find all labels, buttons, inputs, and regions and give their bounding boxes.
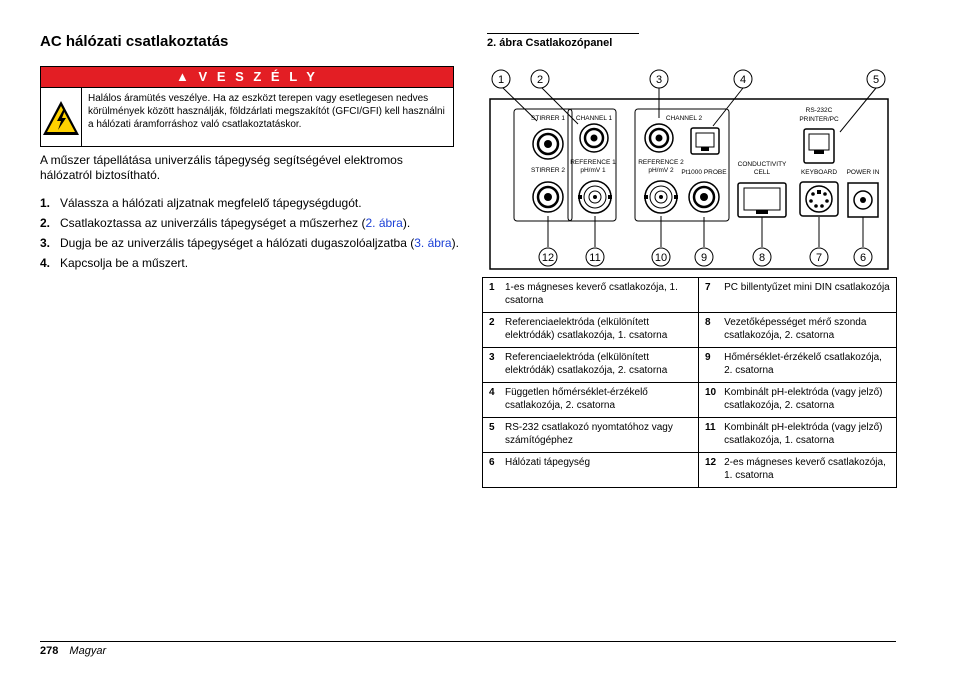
callout-label: 10 [654, 252, 668, 264]
danger-notice [40, 66, 454, 147]
label-stirrer-1: STIRRER 1 [531, 115, 565, 122]
channel-2-rj-connector [691, 128, 719, 154]
list-item: 4. Kapcsolja be a műszert. [40, 256, 189, 270]
callout-label: 9 [700, 252, 708, 264]
label-printer-pc: PRINTER/PC [799, 116, 839, 123]
callout-label: 7 [815, 252, 823, 264]
list-item: 2. Csatlakoztassa az univerzális tápegységet a műszerhez (2. ábra). [40, 216, 411, 230]
stirrer-2-jack [533, 182, 563, 212]
table-row: 6 Hálózati tápegység 12 2-es mágneses keverő csatlakozója, 1. csatorna [483, 453, 897, 488]
danger-header-label: V E S Z É L Y [198, 69, 318, 84]
label-channel-2: CHANNEL 2 [665, 115, 703, 122]
steps-list [40, 196, 460, 276]
danger-text: Halálos áramütés veszélye. Ha az eszközt terepen vagy esetlegesen nedves körülmények között használják, földzárlati megszakítót (GFCI/GFI) kell használni a hálózati áramforráshoz való csatlakoztatáskor. [88, 93, 445, 130]
figure-link[interactable]: 2. ábra [365, 216, 403, 230]
rs232c-printer-pc-connector [804, 129, 834, 163]
page-number: 278 [40, 645, 59, 657]
pt1000-probe-jack [689, 182, 719, 212]
label-keyboard: KEYBOARD [800, 169, 838, 176]
danger-header [41, 67, 453, 88]
callout-label: 1 [497, 74, 505, 86]
callout-label: 5 [872, 74, 880, 86]
intro-paragraph: A műszer tápellátása univerzális tápegység segítségével elektromos hálózatról biztosítható. [40, 153, 403, 182]
section-title: AC hálózati csatlakoztatás [40, 33, 229, 50]
power-in-jack [848, 183, 878, 217]
label-reference-1: REFERENCE 1 [570, 159, 616, 166]
bnc-phmv-2-connector [644, 181, 678, 213]
label-conductivity: CONDUCTIVITY [737, 161, 787, 168]
label-stirrer-2: STIRRER 2 [531, 167, 565, 174]
callout-label: 11 [589, 252, 601, 264]
callout-label: 12 [541, 252, 555, 264]
electric-hazard-icon [41, 99, 81, 137]
callouts-bottom [539, 248, 872, 266]
label-cell: CELL [753, 169, 771, 176]
callout-label: 4 [739, 74, 747, 86]
connector-panel-diagram [482, 66, 897, 272]
reference-1-jack [580, 124, 608, 152]
label-pt1000: Pt1000 PROBE [681, 169, 727, 176]
page-footer [40, 645, 106, 657]
label-channel-1: CHANNEL 1 [575, 115, 613, 122]
figure-link[interactable]: 3. ábra [414, 236, 452, 250]
list-item: 3. Dugja be az univerzális tápegységet a hálózati dugaszolóaljzatba (3. ábra). [40, 236, 459, 250]
figure-legend-table [482, 277, 897, 488]
table-row: 5 RS-232 csatlakozó nyomtatóhoz vagy számítógéphez 11 Kombinált pH-elektróda (vagy jelző) csatlakozója, 1. csatorna [483, 418, 897, 453]
list-item: 1. Válassza a hálózati aljzatnak megfelelő tápegységdugót. [40, 196, 362, 210]
footer-language: Magyar [69, 645, 107, 657]
warning-triangle-icon: ▲ [176, 69, 192, 84]
keyboard-mini-din-connector [800, 182, 838, 216]
table-row: 4 Független hőmérséklet-érzékelő csatlakozója, 2. csatorna 10 Kombinált pH-elektróda (vagy jelző) csatlakozója, 2. csatorna [483, 383, 897, 418]
figure-caption: 2. ábra Csatlakozópanel [487, 33, 639, 49]
callout-label: 3 [655, 74, 663, 86]
label-phmv-1: pH/mV 1 [580, 167, 606, 174]
callouts-top [492, 70, 885, 88]
table-row: 1 1-es mágneses keverő csatlakozója, 1. csatorna 7 PC billentyűzet mini DIN csatlakozója [483, 278, 897, 313]
stirrer-1-jack [533, 129, 563, 159]
label-phmv-2: pH/mV 2 [648, 167, 674, 174]
table-row: 3 Referenciaelektróda (elkülönített elektródák) csatlakozója, 2. csatorna 9 Hőmérséklet-érzékelő csatlakozója, 2. csatorna [483, 348, 897, 383]
label-rs232c: RS-232C [805, 107, 833, 114]
label-reference-2: REFERENCE 2 [638, 159, 684, 166]
label-power-in: POWER IN [846, 169, 880, 176]
callout-label: 6 [859, 252, 867, 264]
table-row: 2 Referenciaelektróda (elkülönített elektródák) csatlakozója, 1. csatorna 8 Vezetőképességet mérő szonda csatlakozója, 2. csatorna [483, 313, 897, 348]
callout-label: 2 [536, 74, 544, 86]
bnc-phmv-1-connector [578, 181, 612, 213]
callout-label: 8 [758, 252, 766, 264]
footer-divider [40, 641, 896, 642]
conductivity-cell-connector [738, 183, 786, 217]
reference-2-jack [645, 124, 673, 152]
